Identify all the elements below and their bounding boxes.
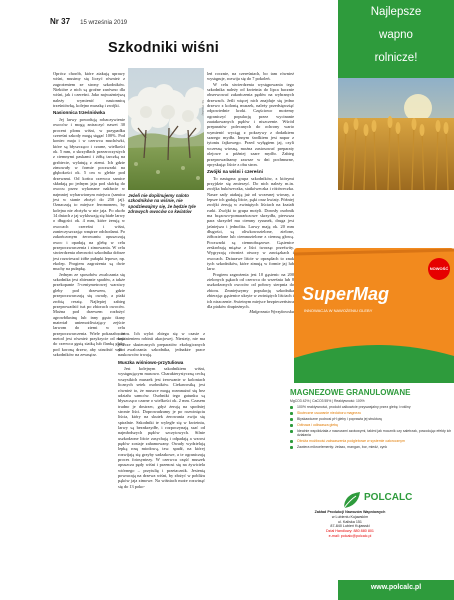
benefit-item xyxy=(290,439,454,443)
article-paragraph: wiatru. Ich wylot zbiega się w czasie z kwitnieniem robinii akacjowej. Niestety, nie ma jeszcze skutecznych preparatów ekologicznych do zwalczania szkodnika, jednakże prace naukowców trwają. xyxy=(118,331,205,358)
benefit-list xyxy=(290,405,454,449)
new-badge: NOWOŚĆ xyxy=(428,258,450,280)
benefit-item xyxy=(290,417,454,421)
benefit-item xyxy=(290,411,454,415)
article-paragraph: Jej larwy powodują robaczywienie owoców i mogą zniszczyć nawet 30 procent plonu wiśni, w przypadku czereśni szkody mogą sięgać 100%. Pod koniec maja i w czerwcu muchówki, które są błyszcząco i czarne, wielkości ok. 5 mm, o skrzydłach przezroczystych z ciemnymi paskami i żółtą tarczką na grzbiecie, wylatują z ziemi. Ich gdzie zimowały w formie poczwarki na głębokości ok. 5 cm w glebie pod drzewami. Od końca czerwca samice składają po jednym jaju pod skórkę do owocu przez wykonane nakłucie w najmniej wybarwionym miejscu (samica jest w stanie złożyć do 250 jaj). Oznaczają to miejsce feromonem, by kolejna nie złożyła w nie jaja. Po około 14 dniach z jaj wykluwają się białe larwy o długości ok. 4 mm, które żerują w owocach czereśni i wiśni, zanieczyszczając wnętrze odchodami. Po zakończonym żerowaniu opuszczają owoc i opadają na glebę w celu przepoczwarczenia i zimowania. W celu stwierdzenia obecności szkodnika dobrze jest rozwieszać żółte pułapki lepowe, np. ekolep. Progiem zagrożenia są dwie muchy na pułapkę. xyxy=(53,116,126,272)
company-email[interactable]: e-mail: polcalc@polcalc.pl xyxy=(328,533,372,538)
section-heading: Muszka wiśniowo-przytuliowa xyxy=(118,359,184,365)
author-signature: Małgorzata Wyrzykowska xyxy=(249,309,294,315)
company-contact xyxy=(250,510,450,539)
logo-text: POLCALC xyxy=(364,492,413,503)
ad-product-info xyxy=(290,388,454,449)
bullet-icon xyxy=(290,446,293,449)
article-paragraph: To następna grupa szkodników, z którymi przyjdzie się zmierzyć. Do nich należy m.in. zwójka bukóweczka, siatkóweczka i różóweczka. Nasze sady atakują już od wczesnej wiosny, a lepsze ich gadają liście, pąki oraz kwiaty. Później zwójki żerują w zwiniętych liściach na kształt rurki. Zwójki to grupa motyli. Dorosły osobnik ma brązowo-pomarańczowe skrzydła, pierwsza para skrzydeł ma ciemny rysunek, druga jest jaśniejsza i jednolita. Larwy mają ok. 20 mm długości, są oliwkowozielone, zielone, żółtozielone lub ciemnozielone z ciemną głową. Poczwarki są ciemnobrązowe. Gąsienice zeskrobują miąższ z liści tworząc prześwity. Wygryzają również otwory w zawiązkach i owocach. Dziurawe liście w oprzędach to znak tych szkodników, które zimują w formie jaj lub larw. xyxy=(207,175,294,272)
article-column-3 xyxy=(207,71,294,315)
company-street: ul. Kaliska 151 xyxy=(338,519,362,524)
photo-credit: fot. Pixabay xyxy=(201,100,205,116)
benefit-text: Idealnie współdziała z nawozami azotowymi, takimi jak mocznik czy saletrzak, powodując efekty ich działania xyxy=(297,428,452,438)
article-paragraph: W celu stwierdzenia występowania tego szkodnika należy od kwietnia do lipca bacznie obserwować zakończenia pędów na wybranych drzewach. Jeśli więcej nich znajduje się jedno drzewo z kolonią muszek, należy przedsięwziąć odpowiednie kroki. Częściowo możemy ograniczyć populację przez wycinanie zaatakowanych pędów i niszczenie. Wśród preparatów polecanych do ochrony warto wymienić wyciąg z pokrzywy z dodatkiem szarego mydła. Innym środkiem jest napar z tytoniu fajkowego. Przed wyłęgiem jaj, czyli wczesną wiosną, można zastosować preparaty olejowe a później szare mydło. Zabieg przeprowadzamy zawsze w dni pochmurne, opryskując liście z obu stron. xyxy=(207,81,294,167)
benefit-item xyxy=(290,445,454,449)
bullet-icon xyxy=(290,430,293,433)
ad-slogan-line-1: Najlepsze xyxy=(370,6,422,18)
ad-footer xyxy=(338,580,454,600)
article-paragraph: leń rocznie, na czereśniach, bo tam również występuje, rozwija się do 7 pokoleń. xyxy=(207,71,294,82)
company-postcode: 87-840 Lubień Kujawski xyxy=(330,524,370,529)
benefit-text: Obniża możliwość zakwaszenia podglebowe w systemie całorocznym xyxy=(297,438,405,443)
bag-brand-name: SuperMag xyxy=(302,284,390,304)
company-name: Zakład Produkcji Nawozów Wapniowych xyxy=(314,510,386,514)
article-paragraph: Oprócz chorób, które atakują uprawy wiśni, musimy się liczyć również z zagrożeniem ze strony szkodników. Niektóre z nich są groźne zarówno dla wiśni, jak i czereśni. Jako najważniejszą należy wymienić nasionnicę trześniówkę, kolejno muszkę i zwójki. xyxy=(53,71,125,109)
article-column-2 xyxy=(118,331,205,489)
ad-slogan-line-3: rolnicze! xyxy=(374,52,418,64)
page-header xyxy=(50,9,330,26)
company-phone: Dział Handlowy: 880 880 801 xyxy=(326,529,374,534)
benefit-text: Błyskawiczne podnosi pH gleby i poprawia jej strukturę xyxy=(297,416,383,421)
benefit-item xyxy=(290,423,454,427)
cherry-orchard-photo xyxy=(128,68,204,190)
bullet-icon xyxy=(290,440,293,443)
polcalc-advertisement xyxy=(290,0,454,600)
article-paragraph: Jednym ze sposobów zwalczania się szkodnika jest zbieranie spadów, a także przekopanie 5-centymetrowej warstwy gleby pod drzewem, gdzie przepoczwarczają się owady, a ptaki zrobią resztę. Najlepiej zabieg przeprowadzić tuż po zbiorach owoców. Można pod drzewem rozłożyć agrowłókninę lub inny gęsto tkany materiał uniemożliwiający zejście larwom do ziemi w celu przepoczwarczenia. Wiele pokazało, że metod jest również przykrycie od maja do czerwca gęstą siatką lub flanką gleby pod koroną drzew, aby utrudnić wylot szkodników na zewnątrz. xyxy=(53,271,125,357)
section-heading: Zwójki na wiśni i czereśni xyxy=(207,169,263,175)
benefit-text: Skuteczne usuwanie niedoboru magnezu xyxy=(297,410,362,415)
benefit-text: Odtruwa i odkwasza glebę xyxy=(297,422,339,427)
polcalc-logo xyxy=(338,490,454,510)
leaf-icon xyxy=(340,490,364,510)
benefit-item xyxy=(290,405,454,409)
issue-date: 15 września 2019 xyxy=(80,20,128,26)
benefit-text: Zawiera mikroelementy: żelazo, mangan, bor, miedź, cynk xyxy=(297,444,388,449)
ad-header xyxy=(338,0,454,190)
product-title: MAGNEZOWE GRANULOWANE xyxy=(290,388,411,397)
bag-subtitle: INNOWACJA W NAWOŻENIU GLEBY xyxy=(304,308,373,313)
wheat-field-image xyxy=(338,78,454,190)
company-website-link[interactable]: www.polcalc.pl xyxy=(370,584,422,591)
ad-slogan-line-2: wapno xyxy=(379,29,413,41)
section-heading: Nasionnica trześniówka xyxy=(53,110,106,116)
photo-caption: Jeżeli nie dopilnujemy naloto szkodników na wiśnie, nie spodziewajmy się, że będzie tyle zdrowych owoców co kwiatów xyxy=(128,193,196,215)
bullet-icon xyxy=(290,412,293,415)
bullet-icon xyxy=(290,406,293,409)
issue-number: Nr 37 xyxy=(50,17,71,26)
article-title: Szkodniki wiśni xyxy=(108,40,219,56)
bullet-icon xyxy=(290,418,293,421)
article-paragraph: Jest kolejnym szkodnikiem wiśni, występującym masowo. Charakterystyczną cechą wszystkich muszek jest żerowanie w koloniach licznych setek osobników. Ciekawostką jest również to, że muszce mogą rozmnażać się bez udziału samców. Osobniki tego gatunku są błyszcząco czarne o wielkości ok. 2 mm. Czasem trudno je dostrzec, gdyż żerują na spodniej stronie liści. Doprowadzamy je po rozwinięciu liścia, który na skutek żerowania zwija się spiralnie. Szkodniki te wyległe się w kwietniu, larwy są beznkrzydłe, i rozpoczynają ssać od najmłodszych pędów szczytowych. Silnie uszkodzone liście zasychają i odpadają a wzrost pędów zostaje zahamowany. Owady wydzielają lepką rosę miodową, tzw. spadź, na której rozwijają się grzyby sadzakowe, a te ograniczają proces fotosyntezy. W czerwcu część muszek opuszcza pędy wiśni i przenosi się na żywiciela wtórnego – przytulię i przetacznik. Jesienią powracają na drzewa wiśni, by złożyć w pobliżu pąków jaja zimowe. Na wiśniach może rozwinąć się do 13 poko- xyxy=(118,366,205,489)
benefit-item xyxy=(290,429,454,438)
article-paragraph: Progiem zagrożenia jest 10 gąsienic na 200 zielonych pąkach od czerwca do września lub 8 uszkodzonych owoców od połowy sierpnia do zbioru. Zmniejszymy populację szkodnika zbierając gąsienice ukryte w zwiniętych liściach i ich niszczenie. Swietnym miejsce bezpieczeństwa dla ptaków drapieżnych. xyxy=(207,271,294,309)
article-column-1 xyxy=(53,71,125,357)
bullet-icon xyxy=(290,424,293,427)
benefit-text: 100% reaktywności, produkt całkowicie przyswajalny przez glebę i rośliny xyxy=(297,405,411,409)
product-composition: MgCO3 42% | CaCO3 55% | Reaktywność: 100% xyxy=(290,399,365,403)
company-location: w Lubieniu Kujawskim xyxy=(331,514,369,519)
